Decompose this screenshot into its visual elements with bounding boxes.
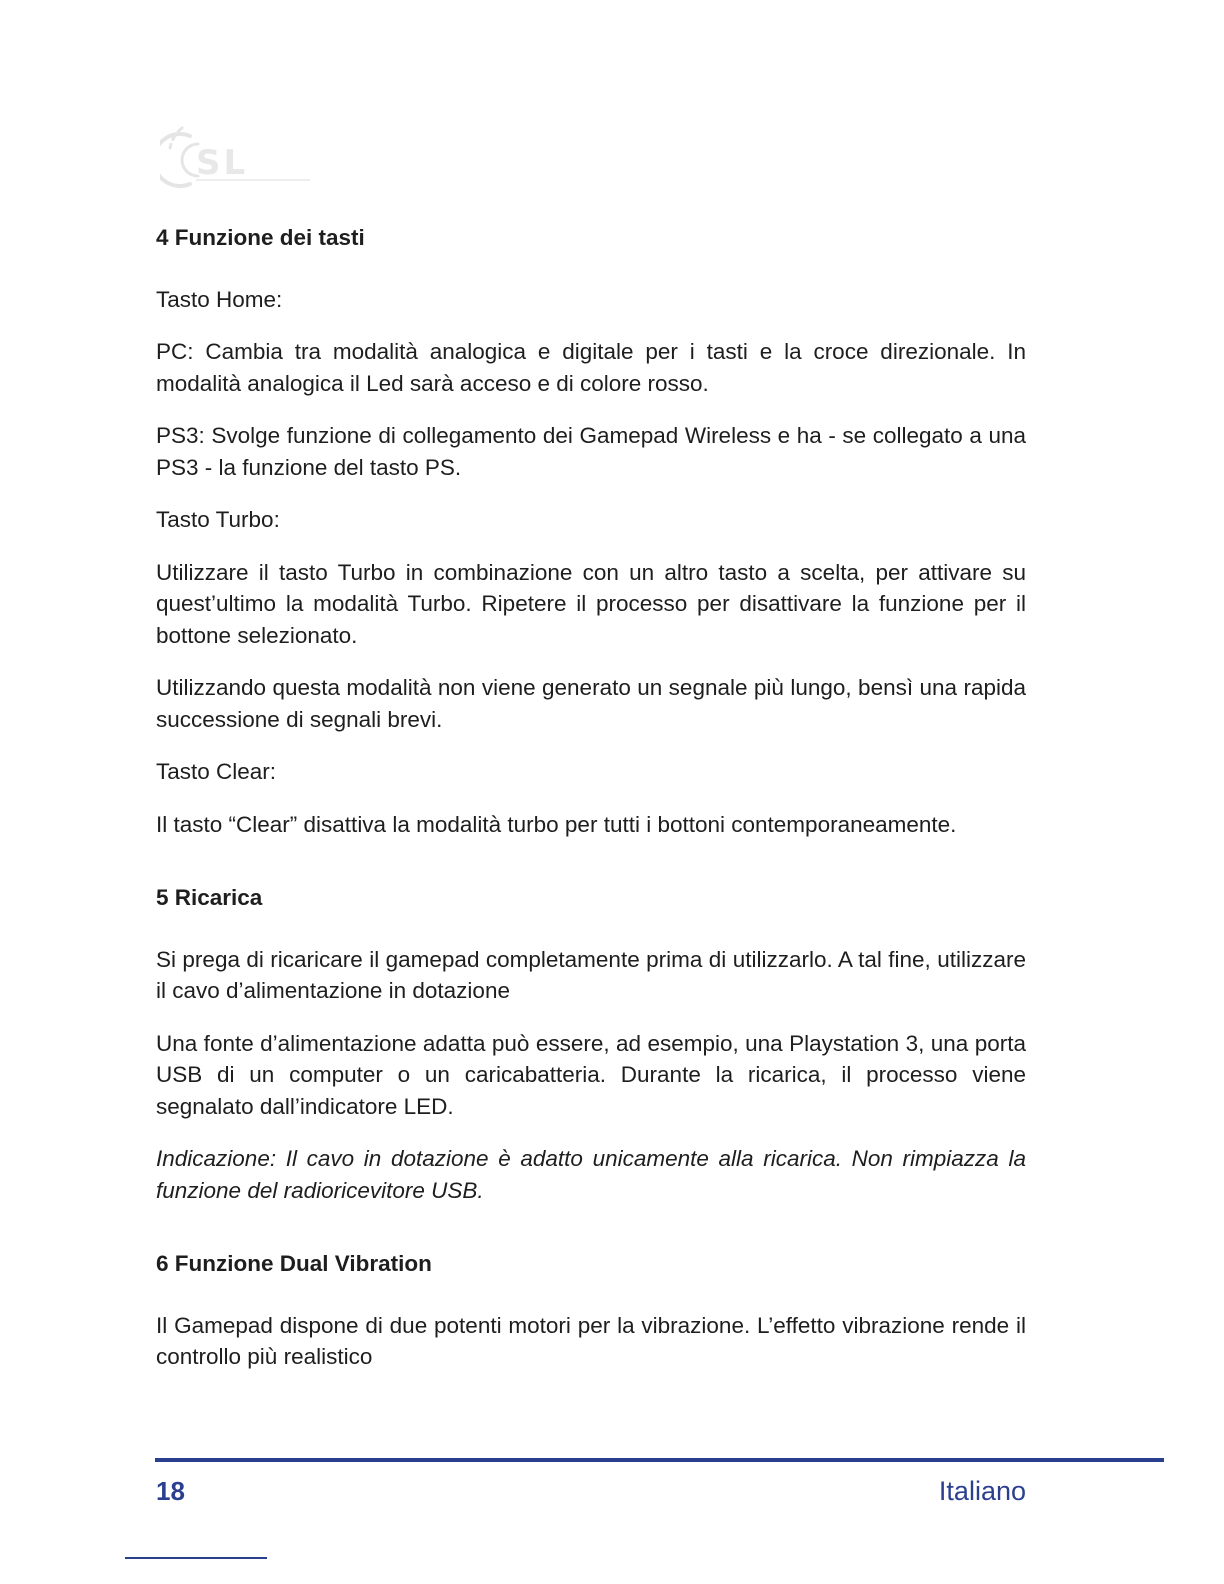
footer-divider bbox=[155, 1458, 1164, 1462]
paragraph: Utilizzando questa modalità non viene generato un segnale più lungo, bensì una rapida successione di segnali brevi. bbox=[156, 675, 1026, 732]
paragraph: Tasto Turbo: bbox=[156, 507, 280, 532]
paragraph: Una fonte d’alimentazione adatta può essere, ad esempio, una Playstation 3, una porta USB di un computer o un caricabatteria. Durante la ricarica, il processo viene segnalato dall’indicatore LED. bbox=[156, 1030, 1026, 1119]
section-button-functions bbox=[156, 222, 1026, 840]
paragraph: Tasto Clear: bbox=[156, 759, 277, 784]
section-heading: 6 Funzione Dual Vibration bbox=[156, 1251, 432, 1276]
csl-logo bbox=[160, 118, 320, 198]
paragraph: PS3: Svolge funzione di collegamento dei Gamepad Wireless e ha - se collegato a una PS3 - la funzione del tasto PS. bbox=[156, 423, 1026, 480]
paragraph: Si prega di ricaricare il gamepad completamente prima di utilizzarlo. A tal fine, utilizzare il cavo d’alimentazione in dotazione bbox=[156, 946, 1026, 1003]
paragraph: Utilizzare il tasto Turbo in combinazione con un altro tasto a scelta, per attivare su quest’ultimo la modalità Turbo. Ripetere il processo per disattivare la funzione per il bottone selezionato. bbox=[156, 559, 1026, 648]
paragraph: Tasto Home: bbox=[156, 286, 283, 312]
section-heading: 5 Ricarica bbox=[156, 885, 263, 910]
page-content bbox=[156, 222, 1026, 1415]
section-heading: 4 Funzione dei tasti bbox=[156, 225, 365, 250]
page-number: 18 bbox=[156, 1476, 185, 1506]
paragraph: Il Gamepad dispone di due potenti motori per la vibrazione. L’effetto vibrazione rende il controllo più realistico bbox=[156, 1312, 1026, 1369]
footer-language: Italiano bbox=[938, 1476, 1026, 1506]
section-charging bbox=[156, 882, 1026, 1206]
paragraph: PC: Cambia tra modalità analogica e digitale per i tasti e la croce direzionale. In modalità analogica il Led sarà acceso e di colore rosso. bbox=[156, 339, 1026, 396]
bottom-divider bbox=[125, 1557, 267, 1559]
section-dual-vibration bbox=[156, 1248, 1026, 1373]
paragraph: Il tasto “Clear” disattiva la modalità turbo per tutti i bottoni contemporaneamente. bbox=[156, 811, 957, 837]
note-paragraph: Indicazione: Il cavo in dotazione è adatto unicamente alla ricarica. Non rimpiazza la funzione del radioricevitore USB. bbox=[156, 1146, 1026, 1203]
svg-text:SL: SL bbox=[196, 143, 249, 183]
